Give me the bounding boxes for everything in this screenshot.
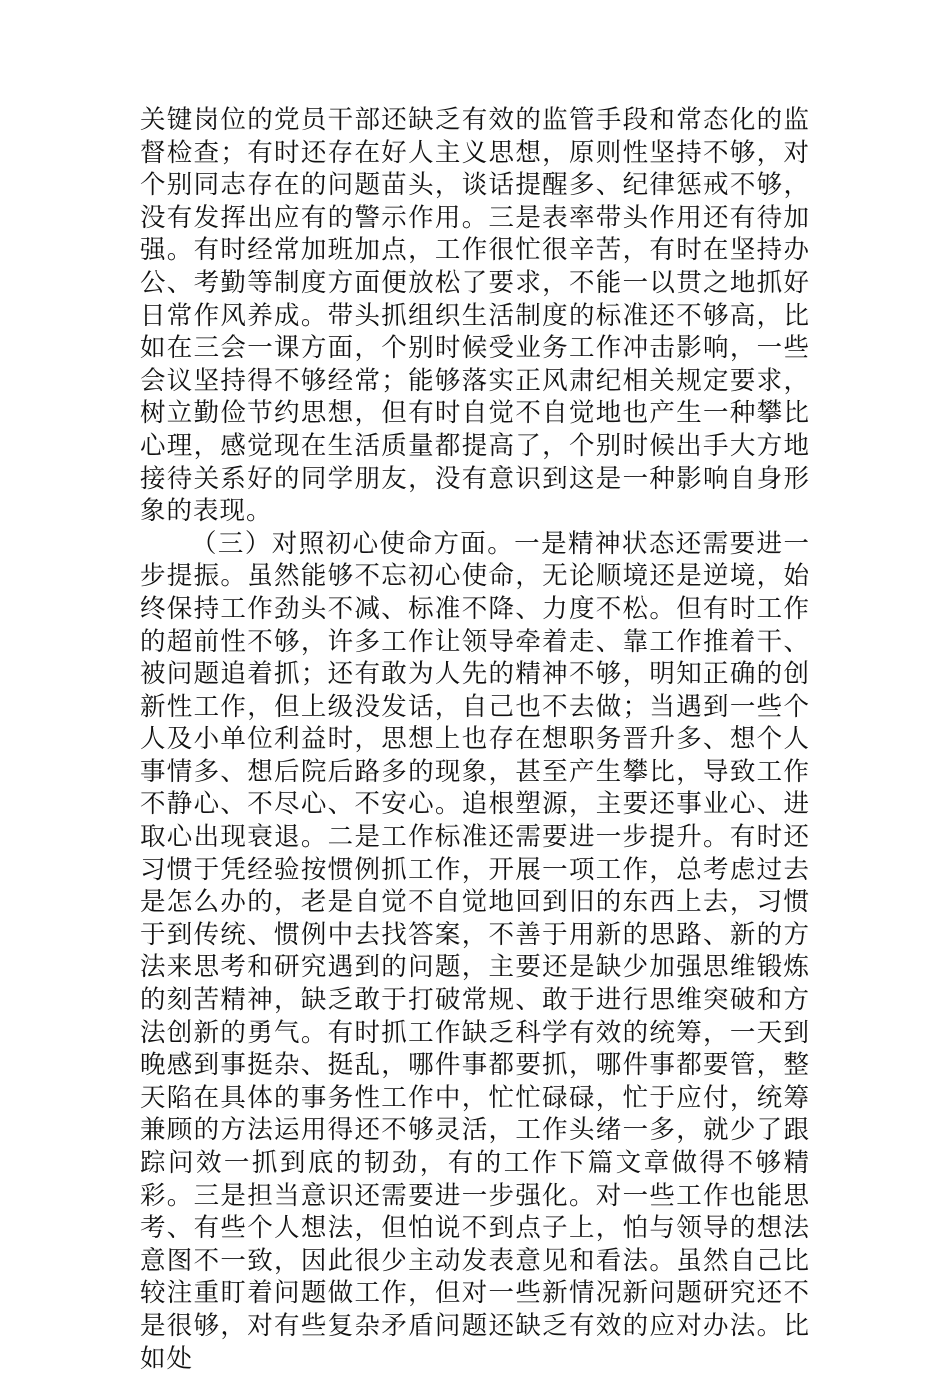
paragraph-section-three: （三）对照初心使命方面。一是精神状态还需要进一步提振。虽然能够不忘初心使命，无论顺境还是逆境，始终保持工作劲头不减、标准不降、力度不松。但有时工作的超前性不够，许多工作让领导牵着走、靠工作推着干、被问题追着抓；还有敢为人先的精神不够，明知正确的创新性工作，但上级没发话，自己也不去做；当遇到一些个人及小单位利益时，思想上也存在想职务晋升多、想个人事情多、想后院后路多的现象，甚至产生攀比，导致工作不静心、不尽心、不安心。追根塑源，主要还事业心、进取心出现衰退。二是工作标准还需要进一步提升。有时还习惯于凭经验按惯例抓工作，开展一项工作，总考虑过去是怎么办的，老是自觉不自觉地回到旧的东西上去，习惯于到传统、惯例中去找答案，不善于用新的思路、新的方法来思考和研究遇到的问题，主要还是缺少加强思维锻炼的刻苦精神，缺乏敢于打破常规、敢于进行思维突破和方法创新的勇气。有时抓工作缺乏科学有效的统筹，一天到晚感到事挺杂、挺乱，哪件事都要抓，哪件事都要管，整天陷在具体的事务性工作中，忙忙碌碌，忙于应付，统筹兼顾的方法运用得还不够灵活，工作头绪一多，就少了跟踪问效一抓到底的韧劲，有的工作下篇文章做得不够精彩。三是担当意识还需要进一步强化。对一些工作也能思考、有些个人想法，但怕说不到点子上，怕与领导的想法意图不一致，因此很少主动发表意见和看法。虽然自己比较注重盯着问题做工作，但对一些新情况新问题研究还不是很够，对有些复杂矛盾问题还缺乏有效的应对办法。比如处	[140, 528, 810, 1374]
document-body	[140, 104, 810, 1375]
paragraph-continuation: 关键岗位的党员干部还缺乏有效的监管手段和常态化的监督检查；有时还存在好人主义思想，原则性坚持不够，对个别同志存在的问题苗头，谈话提醒多、纪律惩戒不够，没有发挥出应有的警示作用。三是表率带头作用还有待加强。有时经常加班加点，工作很忙很辛苦，有时在坚持办公、考勤等制度方面便放松了要求，不能一以贯之地抓好日常作风养成。带头抓组织生活制度的标准还不够高，比如在三会一课方面，个别时候受业务工作冲击影响，一些会议坚持得不够经常；能够落实正风肃纪相关规定要求，树立勤俭节约思想，但有时自觉不自觉地也产生一种攀比心理，感觉现在生活质量都提高了，个别时候出手大方地接待关系好的同学朋友，没有意识到这是一种影响自身形象的表现。	[140, 105, 810, 527]
